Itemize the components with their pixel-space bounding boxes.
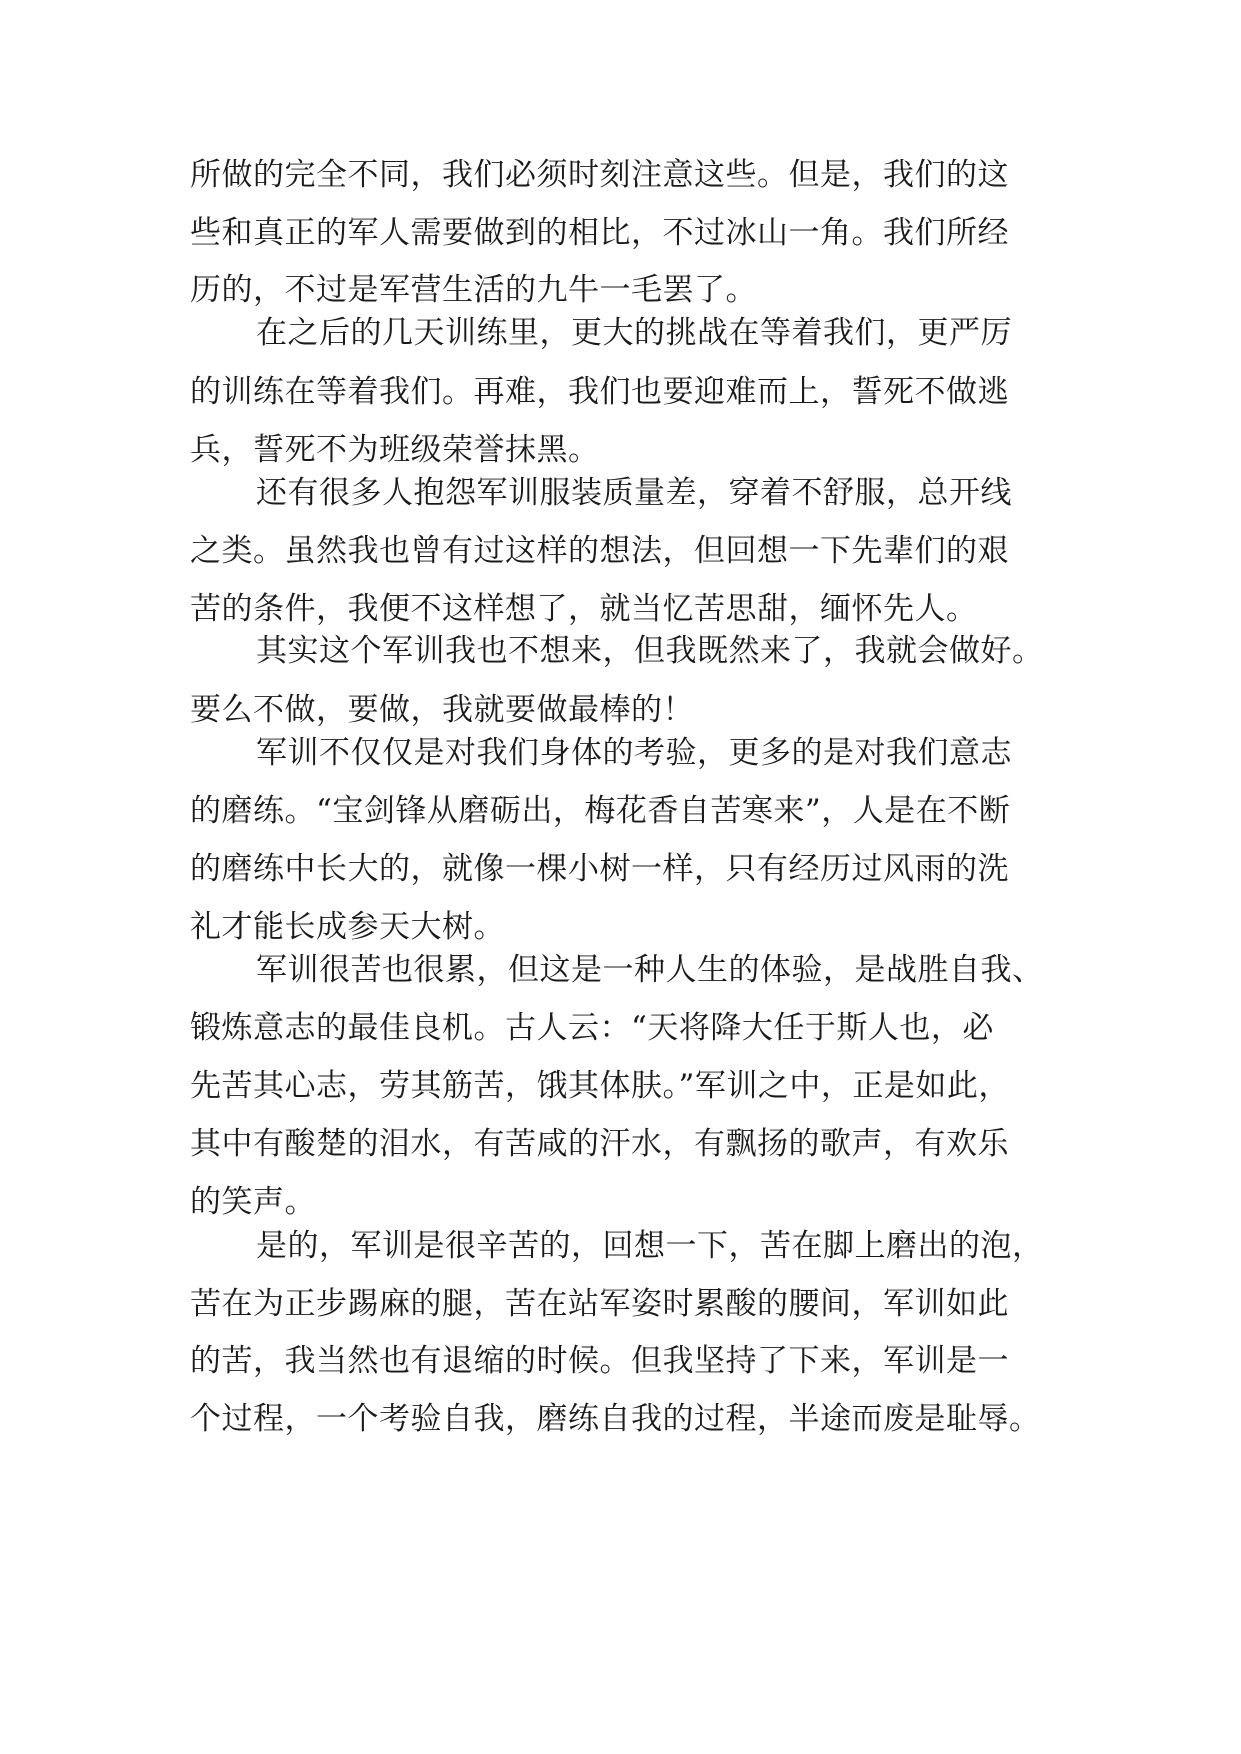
text-line: 先苦其心志，劳其筋苦，饿其体肤。”军训之中，正是如此， [190, 1068, 1010, 1104]
text-line: 历的，不过是军营生活的九牛一毛罢了。 [190, 272, 757, 308]
text-line: 的训练在等着我们。再难，我们也要迎难而上，誓死不做逃 [190, 374, 1009, 410]
text-line: 兵，誓死不为班级荣誉抹黑。 [190, 432, 600, 468]
text-line: 礼才能长成参天大树。 [190, 909, 505, 945]
text-line: 其中有酸楚的泪水，有苦咸的汗水，有飘扬的歌声，有欢乐 [190, 1126, 1009, 1162]
text-line: 军训不仅仅是对我们身体的考验，更多的是对我们意志 [256, 735, 1012, 771]
text-line: 的磨练中长大的，就像一棵小树一样，只有经历过风雨的洗 [190, 851, 1009, 887]
text-line: 要么不做，要做，我就要做最棒的！ [190, 692, 694, 728]
text-line: 在之后的几天训练里，更大的挑战在等着我们，更严厉 [256, 315, 1012, 351]
text-line: 苦在为正步踢麻的腿，苦在站军姿时累酸的腰间，军训如此 [190, 1286, 1009, 1322]
text-line: 的苦，我当然也有退缩的时候。但我坚持了下来，军训是一 [190, 1343, 1009, 1379]
text-line: 个过程，一个考验自我，磨练自我的过程，半途而废是耻辱。 [190, 1401, 1041, 1437]
text-line: 的笑声。 [190, 1184, 316, 1220]
text-line: 些和真正的军人需要做到的相比，不过冰山一角。我们所经 [190, 215, 1009, 251]
text-line: 军训很苦也很累，但这是一种人生的体验，是战胜自我、 [256, 952, 1044, 988]
text-line: 之类。虽然我也曾有过这样的想法，但回想一下先辈们的艰 [190, 533, 1009, 569]
text-line: 其实这个军训我也不想来，但我既然来了，我就会做好。 [256, 633, 1044, 669]
text-line: 锻炼意志的最佳良机。古人云：“天将降大任于斯人也，必 [190, 1010, 994, 1046]
text-line: 所做的完全不同，我们必须时刻注意这些。但是，我们的这 [190, 157, 1009, 193]
text-line: 是的，军训是很辛苦的，回想一下，苦在脚上磨出的泡， [256, 1228, 1044, 1264]
text-line: 的磨练。“宝剑锋从磨砺出，梅花香自苦寒来”，人是在不断 [190, 793, 1011, 829]
text-line: 苦的条件，我便不这样想了，就当忆苦思甜，缅怀先人。 [190, 591, 978, 627]
text-line: 还有很多人抱怨军训服装质量差，穿着不舒服，总开线 [256, 475, 1012, 511]
